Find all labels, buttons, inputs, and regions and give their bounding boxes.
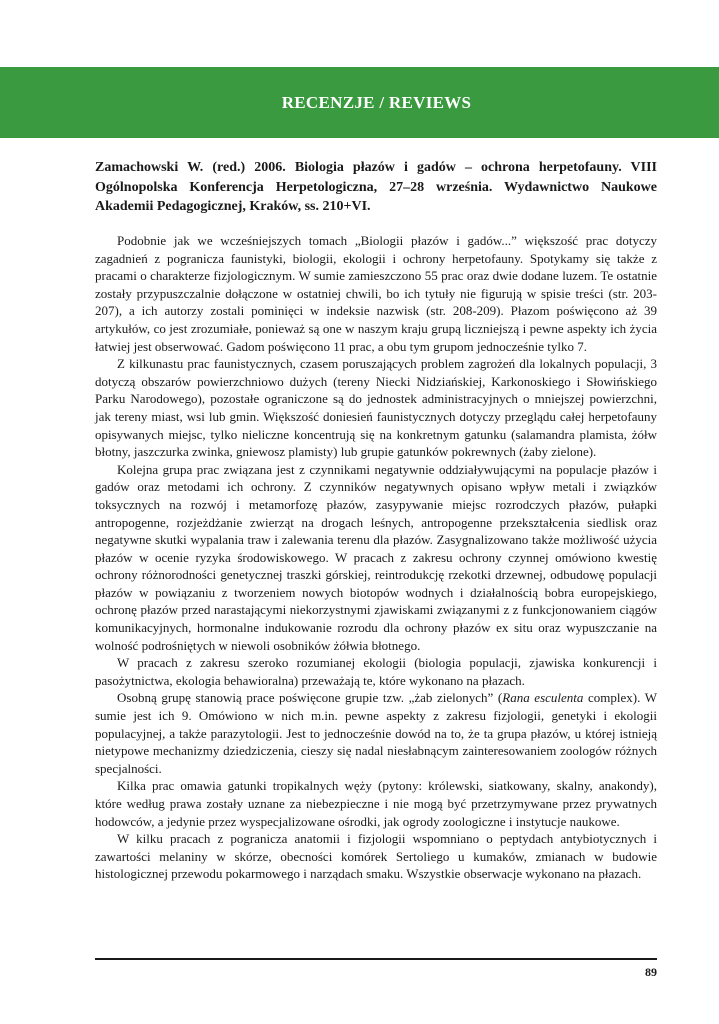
- paragraph-text: Kolejna grupa prac związana jest z czynnikami negatywnie oddziaływującymi na populacje płazów i gadów oraz metodami ich ochrony. Z czynników negatywnych opisano wpływ metali i związków toksycznych na rozwój i metamorfozę płazów, zasypywanie miejsc rozrodczych płazów, pułapki antropogenne, rozjeżdżanie zwierząt na drogach leśnych, antropogenne przekształcenia siedlisk oraz negatywne skutki wypalania traw i zalewania terenu dla płazów. Zasygnalizowano także możliwość użycia płazów w ocenie ryzyka środowiskowego. W pracach z zakresu ochrony czynnej omówiono kwestię ochrony różnorodności genetycznej traszki górskiej, reintrodukcję rzekotki drzewnej, odbudowę populacji płazów w powiązaniu z tworzeniem nowych biotopów wodnych i działalnością bobra europejskiego, ochronę płazów przed narastającymi niekorzystnymi zjawiskami związanymi z z funkcjonowaniem ciągów komunikacyjnych, hormonalne indukowanie rozrodu dla ochrony płazów ex situ oraz wypuszczanie na wolność podrośniętych w niewoli osobników żółwia błotnego.: [95, 461, 657, 653]
- paragraph-text: W pracach z zakresu szeroko rozumianej ekologii (biologia populacji, zjawiska konkurencji i pasożytnictwa, ekologia behawioralna) przeważają te, które wykonano na płazach.: [95, 655, 657, 688]
- paragraph-text: Osobną grupę stanowią prace poświęcone grupie tzw. „żab zielonych” (: [117, 690, 503, 706]
- paragraph-1: [95, 232, 657, 355]
- paragraph-2: [95, 355, 657, 461]
- paragraph-7: [95, 830, 657, 883]
- section-title: RECENZJE / REVIEWS: [281, 92, 472, 112]
- paragraph-6: [95, 777, 657, 830]
- paragraph-5: [95, 689, 657, 777]
- review-citation-heading: Zamachowski W. (red.) 2006. Biologia płazów i gadów – ochrona herpetofauny. VIII Ogólnopolska Konferencja Herpetologiczna, 27–28 września. Wydawnictwo Naukowe Akademii Pedagogicznej, Kraków, ss. 210+VI.: [95, 160, 657, 214]
- review-body: [95, 232, 657, 883]
- paragraph-text: Z kilkunastu prac faunistycznych, czasem poruszających problem zagrożeń dla lokalnych populacji, 3 dotyczą obszarów powierzchniowo dużych (tereny Niecki Nidziańskiej, Karkonoskiego i Słowińskiego Parku Narodowego), pozostałe ograniczone są do jednostek administracyjnych o mniejszej powierzchni, jak tereny miast, wsi lub gmin. Większość doniesień faunistycznych dotyczy przeglądu całej herpetofauny opisywanych miejsc, tylko nieliczne koncentrują się na konkretnym gatunku (salamandra plamista, żółw błotny, jaszczurka zwinka, gniewosz plamisty) lub grupie gatunków pokrewnych (żaby zielone).: [95, 356, 657, 460]
- paragraph-3: [95, 461, 657, 655]
- paragraph-text: complex). W sumie jest ich 9. Omówiono w nich m.in. pewne aspekty z zakresu fizjologii, genetyki i ekologii populacyjnej, a także parazytologii. Jest to jednocześnie dowód na to, że ta grupa płazów, u której istnieją nietypowe mechanizmy dziedziczenia, cieszy się nadal niesłabnącym zainteresowaniem zoologów różnych specjalności.: [95, 690, 657, 776]
- paragraph-text: W kilku pracach z pogranicza anatomii i fizjologii wspomniano o peptydach antybiotycznych i zawartości melaniny w skórze, obecności komórek Sertoliego u kumaków, zmianach w budowie histologicznej przewodu pokarmowego i narządach smaku. Wszystkie obserwacje wykonano na płazach.: [95, 831, 657, 882]
- species-name-italic: Rana esculenta: [502, 690, 584, 706]
- paragraph-text: Podobnie jak we wcześniejszych tomach „Biologii płazów i gadów...” większość prac dotyczy zagadnień z pogranicza faunistyki, biologii, ekologii i ochrony herpetofauny. Spotykamy się także z pracami o charakterze fizjologicznym. W sumie zamieszczono 55 prac oraz dwie dodane luzem. Te ostatnie zostały przypuszczalnie dołączone w ostatniej chwili, bo ich tytuły nie figurują w spisie treści (str. 203-207), a ich autorzy zostali pominięci w indeksie nazwisk (str. 208-209). Płazom poświęcono aż 39 artykułów, co jest zrozumiałe, ponieważ są one w naszym kraju grupą liczniejszą i pewne aspekty ich życia łatwiej jest obserwować. Gadom poświęcono 11 prac, a obu tym grupom jednocześnie tylko 7.: [95, 233, 657, 354]
- paragraph-text: Kilka prac omawia gatunki tropikalnych węży (pytony: królewski, siatkowany, skalny, anakondy), które według prawa zostały uznane za niebezpieczne i nie mogą być przetrzymywane przez prywatnych hodowców, a jedynie przez wyspecjalizowane ośrodki, jak ogrody zoologiczne i instytucje naukowe.: [95, 778, 657, 829]
- footer-rule: [95, 958, 657, 960]
- page-number: 89: [645, 965, 657, 979]
- paragraph-4: [95, 654, 657, 689]
- section-header-band: [0, 67, 719, 138]
